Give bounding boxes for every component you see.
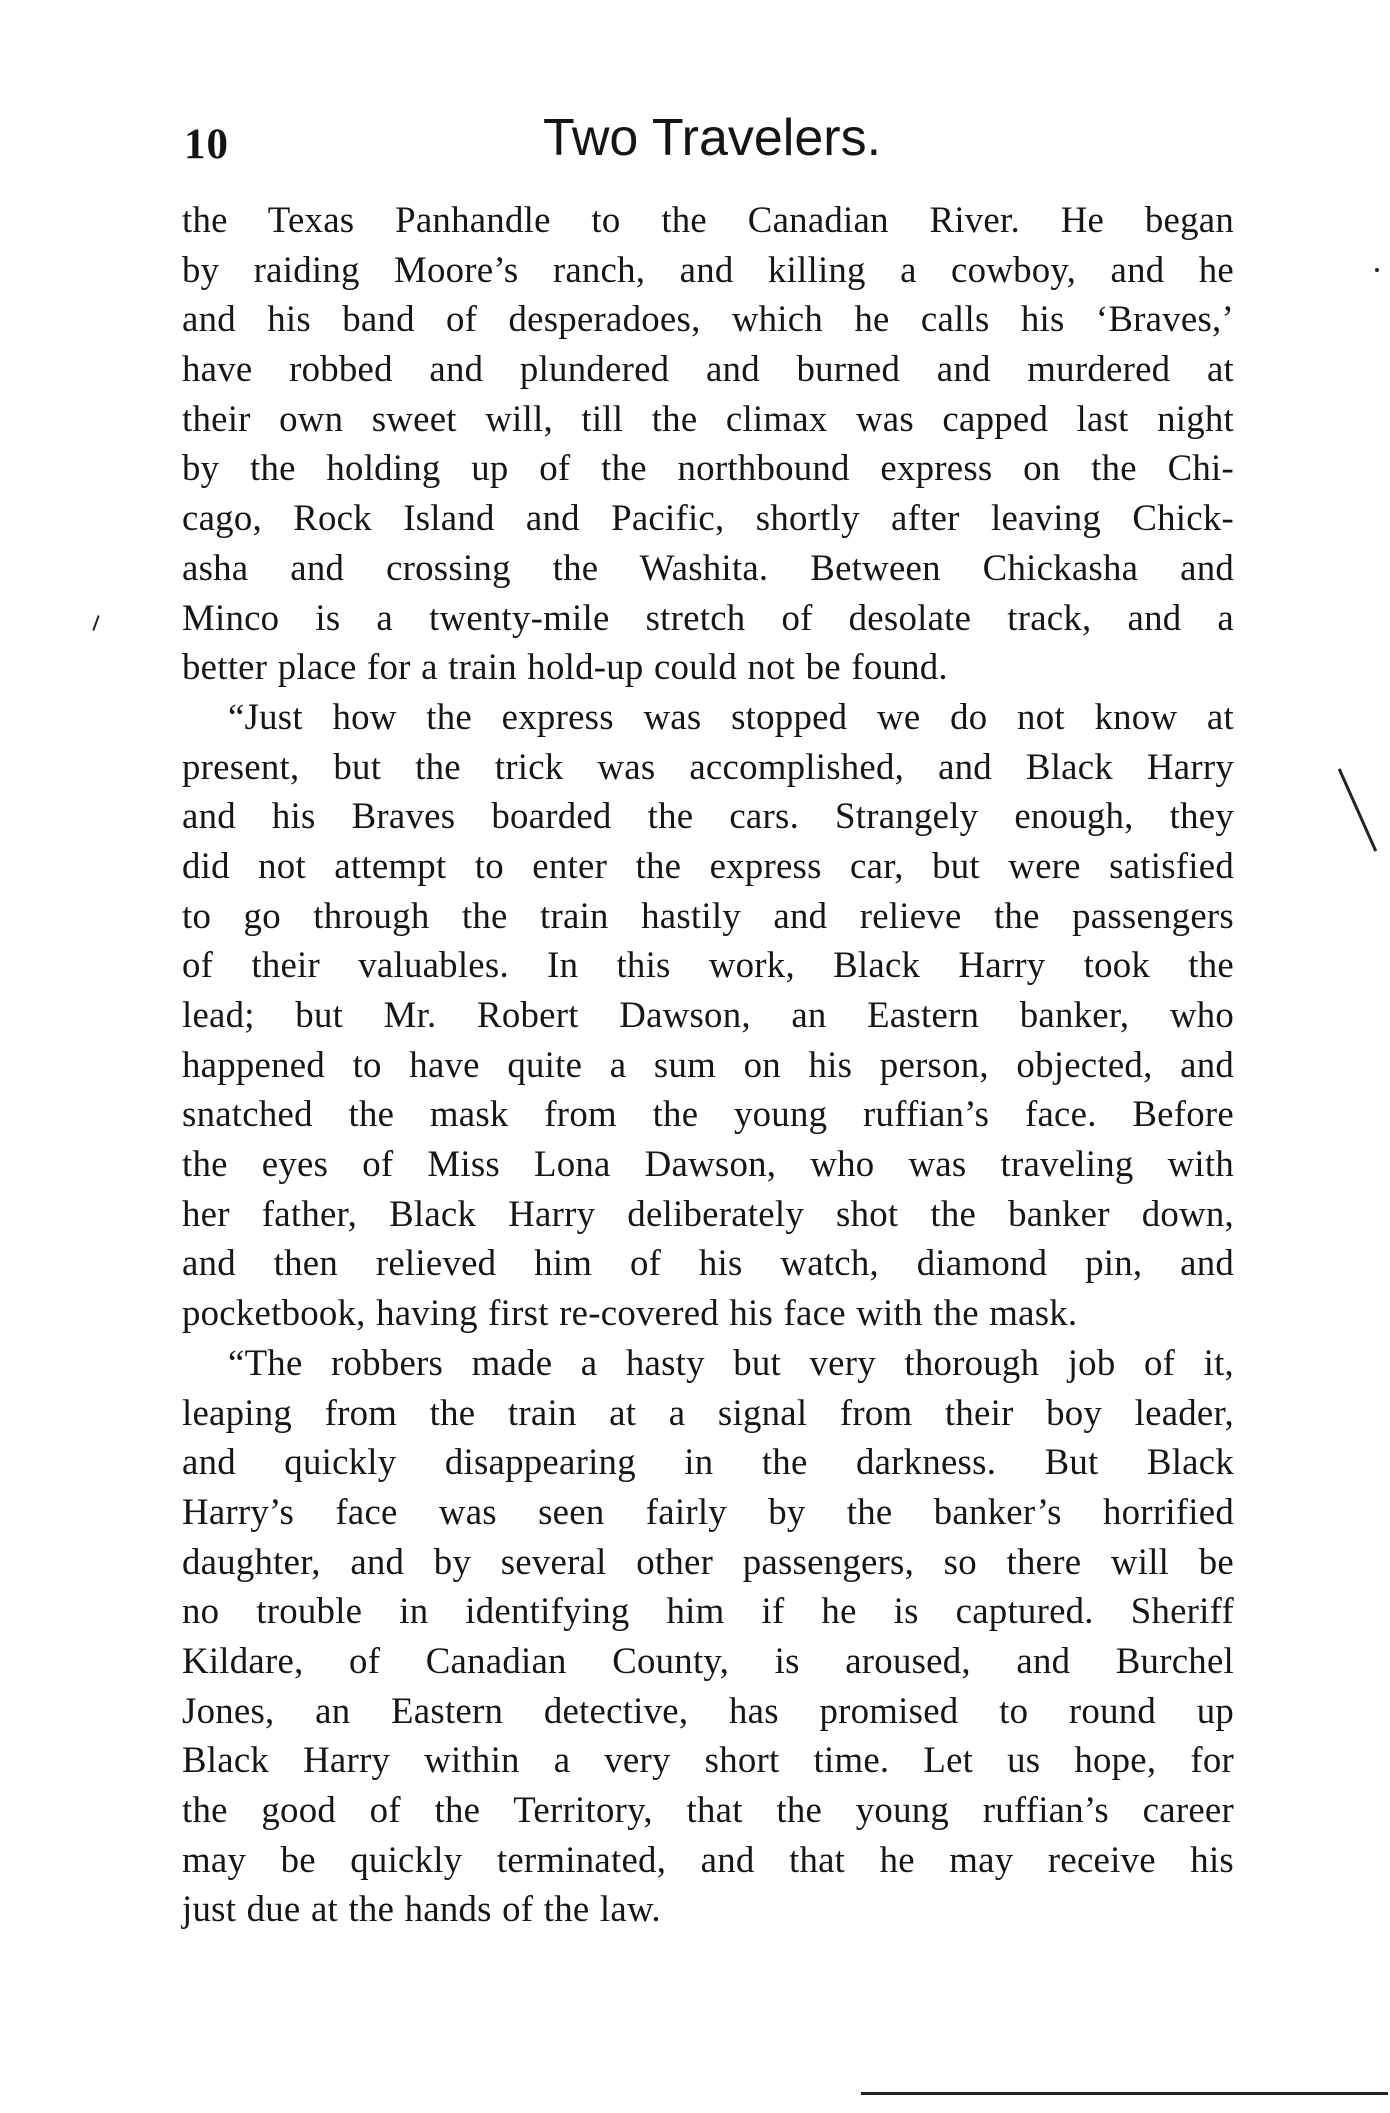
text-line: and then relieved him of his watch, diamond pin, and <box>182 1242 1234 1284</box>
text-line: no trouble in identifying him if he is captured. Sheriff <box>182 1590 1234 1632</box>
text-line: Jones, an Eastern detective, has promised to round up <box>182 1689 1234 1731</box>
text-line: Black Harry within a very short time. Let us hope, for <box>182 1739 1234 1781</box>
text-line: present, but the trick was accomplished, and Black Harry <box>182 745 1234 787</box>
text-line: and quickly disappearing in the darkness. But Black <box>182 1441 1234 1483</box>
text-line: her father, Black Harry deliberately shot the banker down, <box>182 1192 1234 1234</box>
text-line: Kildare, of Canadian County, is aroused, and Burchel <box>182 1639 1234 1681</box>
scan-mark <box>92 615 99 631</box>
text-line: “The robbers made a hasty but very thorough job of it, <box>228 1341 1234 1383</box>
text-line: and his Braves boarded the cars. Strangely enough, they <box>182 795 1234 837</box>
text-line: by the holding up of the northbound express on the Chi- <box>182 447 1234 489</box>
text-line: cago, Rock Island and Pacific, shortly after leaving Chick- <box>182 497 1234 539</box>
text-line: just due at the hands of the law. <box>182 1888 661 1930</box>
scan-speck <box>1375 268 1379 272</box>
text-line: daughter, and by several other passengers, so there will be <box>182 1540 1234 1582</box>
text-line: happened to have quite a sum on his person, objected, and <box>182 1043 1234 1085</box>
text-line: may be quickly terminated, and that he may receive his <box>182 1838 1234 1880</box>
text-line: pocketbook, having first re-covered his face with the mask. <box>182 1292 1078 1334</box>
text-line: of their valuables. In this work, Black Harry took the <box>182 944 1234 986</box>
text-line: have robbed and plundered and burned and murdered at <box>182 348 1234 390</box>
text-line: the eyes of Miss Lona Dawson, who was traveling with <box>182 1143 1234 1185</box>
body-text <box>182 195 1234 1934</box>
page-number: 10 <box>184 121 229 168</box>
running-title: Two Travelers. <box>542 109 882 167</box>
text-line: Minco is a twenty-mile stretch of desolate track, and a <box>182 596 1234 638</box>
text-line: and his band of desperadoes, which he calls his ‘Braves,’ <box>182 298 1234 340</box>
text-line: to go through the train hastily and relieve the passengers <box>182 894 1234 936</box>
text-line: snatched the mask from the young ruffian’s face. Before <box>182 1093 1234 1135</box>
scan-mark <box>1338 768 1377 851</box>
text-line: the good of the Territory, that the young ruffian’s career <box>182 1789 1234 1830</box>
text-line: the Texas Panhandle to the Canadian River. He began <box>182 199 1234 240</box>
text-line: better place for a train hold-up could not be found. <box>182 646 948 688</box>
text-line: “Just how the express was stopped we do not know at <box>228 695 1234 737</box>
text-line: their own sweet will, till the climax was capped last night <box>182 397 1234 439</box>
page-header <box>184 108 1240 178</box>
text-line: by raiding Moore’s ranch, and killing a cowboy, and he <box>182 248 1234 290</box>
text-line: lead; but Mr. Robert Dawson, an Eastern banker, who <box>182 994 1234 1035</box>
page-edge-rule <box>861 2092 1388 2095</box>
text-line: did not attempt to enter the express car, but were satisfied <box>182 844 1234 886</box>
text-line: leaping from the train at a signal from their boy leader, <box>182 1391 1234 1433</box>
text-line: asha and crossing the Washita. Between Chickasha and <box>182 546 1234 588</box>
text-line: Harry’s face was seen fairly by the banker’s horrified <box>182 1490 1234 1532</box>
